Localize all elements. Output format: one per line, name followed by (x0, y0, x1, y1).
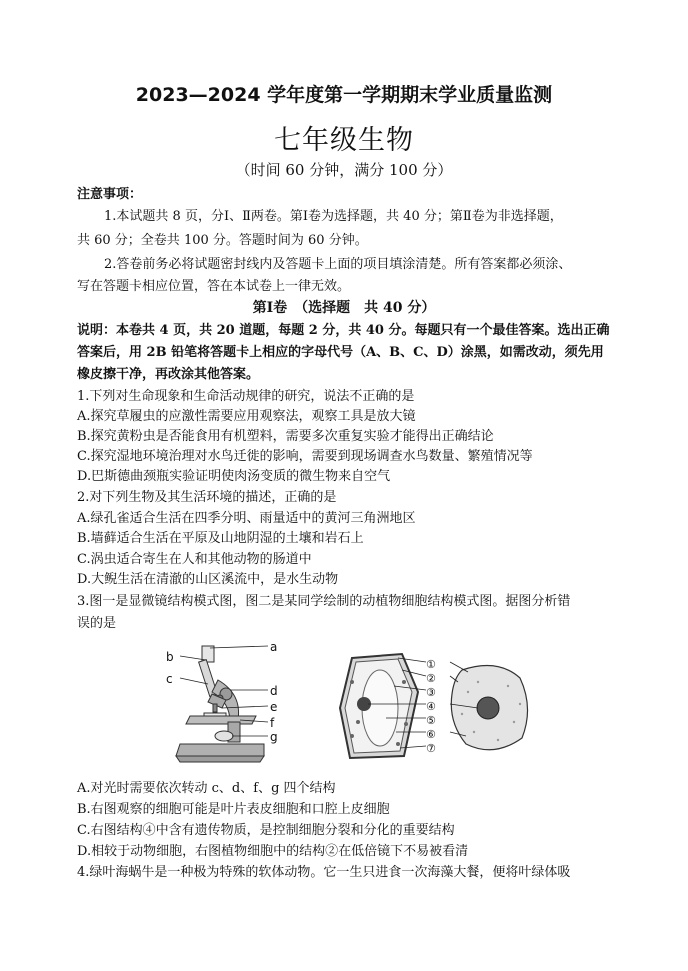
q2-stem: 2.对下列生物及其生活环境的描述，正确的是 (77, 490, 337, 505)
q1-stem: 1.下列对生命现象和生命活动规律的研究，说法不正确的是 (77, 389, 415, 404)
q3-option-b: B.右图观察的细胞可能是叶片表皮细胞和口腔上皮细胞 (77, 802, 390, 817)
microscope-label-b: b (166, 650, 174, 664)
q3-option-a: A.对光时需要依次转动 c、d、f、g 四个结构 (77, 781, 336, 796)
q2-option-a: A.绿孔雀适合生活在四季分明、雨量适中的黄河三角洲地区 (77, 511, 416, 526)
q3-option-c: C.右图结构④中含有遗传物质，是控制细胞分裂和分化的重要结构 (77, 823, 455, 838)
cell-label-5: ⑤ (426, 714, 436, 727)
notice-item1-line2: 共 60 分；全卷共 100 分。答题时间为 60 分钟。 (77, 233, 368, 248)
microscope-label-d: d (270, 684, 278, 698)
microscope-figure (160, 638, 286, 768)
notice-item2-line1: 2.答卷前务必将试题密封线内及答题卡上面的项目填涂清楚。所有答案都必须涂、 (104, 257, 572, 272)
microscope-label-a: a (270, 640, 278, 654)
q2-option-d: D.大鲵生活在清澈的山区溪流中，是水生动物 (77, 572, 339, 587)
cell-label-6: ⑥ (426, 728, 436, 741)
time-score: （时间 60 分钟，满分 100 分） (235, 161, 453, 179)
microscope-label-e: e (270, 700, 278, 714)
q3-stem-line1: 3.图一是显微镜结构模式图，图二是某同学绘制的动植物细胞结构模式图。据图分析错 (77, 594, 571, 609)
cell-label-3: ③ (426, 686, 436, 699)
section1-note-line1: 说明：本卷共 4 页，共 20 道题，每题 2 分，共 40 分。每题只有一个最佳答案。选出正确 (77, 323, 610, 338)
cell-label-7: ⑦ (426, 742, 436, 755)
notice-item2-line2: 写在答题卡相应位置，答在本试卷上一律无效。 (77, 279, 351, 294)
q4-stem-line1: 4.绿叶海蜗牛是一种极为特殊的软体动物。它一生只进食一次海藻大餐，便将叶绿体吸 (77, 865, 571, 880)
q1-option-a: A.探究草履虫的应激性需要应用观察法，观察工具是放大镜 (77, 409, 416, 424)
q2-option-b: B.墙藓适合生活在平原及山地阴湿的土壤和岩石上 (77, 531, 364, 546)
exam-title: 2023—2024 学年度第一学期期末学业质量监测 (135, 84, 553, 106)
microscope-label-c: c (166, 672, 173, 686)
q3-stem-line2: 误的是 (77, 616, 117, 631)
q1-option-d: D.巴斯德曲颈瓶实验证明使肉汤变质的微生物来自空气 (77, 469, 391, 484)
subject-title: 七年级生物 (274, 125, 414, 156)
cell-label-1: ① (426, 658, 436, 671)
q1-option-b: B.探究黄粉虫是否能食用有机塑料，需要多次重复实验才能得出正确结论 (77, 429, 494, 444)
section1-title: 第Ⅰ卷 （选择题 共 40 分） (252, 300, 436, 316)
cell-label-4: ④ (426, 700, 436, 713)
microscope-label-g: g (270, 730, 278, 744)
section1-note-line2: 答案后，用 2B 铅笔将答题卡上相应的字母代号（A、B、C、D）涂黑，如需改动，须先用 (77, 345, 604, 360)
microscope-label-f: f (270, 716, 275, 730)
cell-label-2: ② (426, 672, 436, 685)
q3-option-d: D.相较于动物细胞，右图植物细胞中的结构②在低倍镜下不易被看清 (77, 844, 469, 859)
cell-figure (338, 652, 534, 760)
q2-option-c: C.涡虫适合寄生在人和其他动物的肠道中 (77, 552, 312, 567)
notice-heading: 注意事项： (77, 187, 143, 202)
notice-item1-line1: 1.本试题共 8 页，分Ⅰ、Ⅱ两卷。第Ⅰ卷为选择题，共 40 分；第Ⅱ卷为非选择题， (104, 209, 563, 224)
section1-note-line3: 橡皮擦干净，再改涂其他答案。 (77, 367, 260, 382)
q1-option-c: C.探究湿地环境治理对水鸟迁徙的影响，需要到现场调查水鸟数量、繁殖情况等 (77, 449, 533, 464)
